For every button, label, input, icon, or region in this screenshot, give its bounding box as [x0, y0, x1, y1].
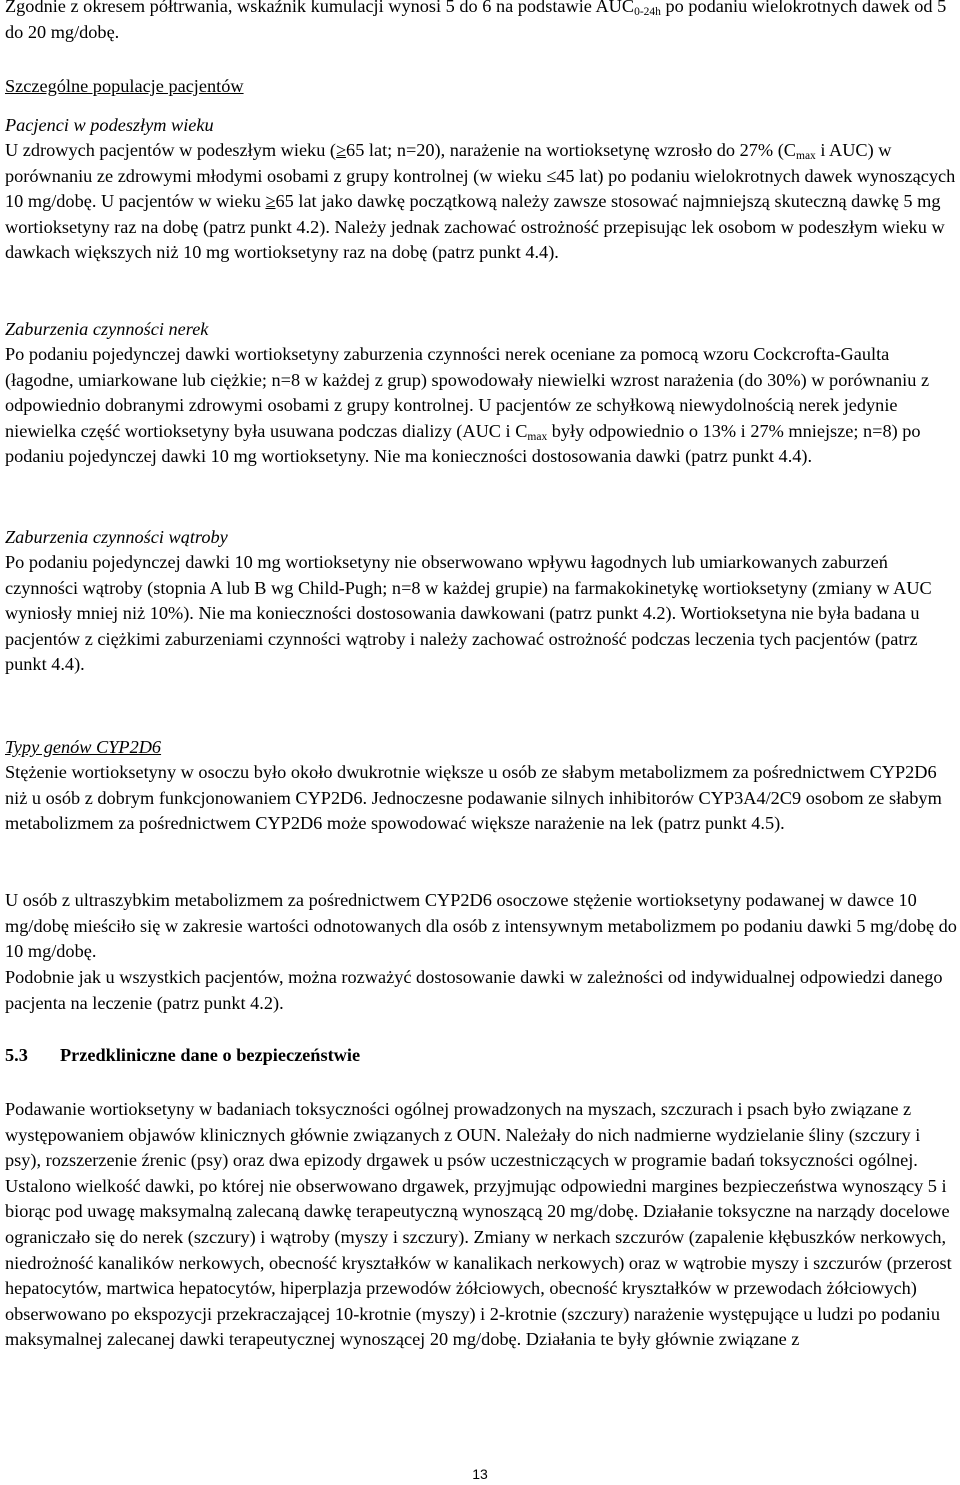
renal-paragraph: [5, 342, 960, 470]
elderly-text: 45 lat) po podaniu wielokrotnych dawek wynoszących 10 mg/dobę. U pacjentów w wieku: [5, 165, 956, 212]
cyp2d6-paragraph-2: U osób z ultraszybkim metabolizmem za pośrednictwem CYP2D6 osoczowe stężenie wortioksetyny podawanej w dawce 10 mg/dobę mieściło się w zakresie wartości odnotowanych dla osób z intensywnym metabolizmem po podaniu dawki 5 mg/dobę do 10 mg/dobę.: [5, 890, 957, 962]
cyp2d6-heading: Typy genów CYP2D6: [5, 737, 162, 757]
cyp2d6-paragraph-3: Podobnie jak u wszystkich pacjentów, można rozważyć dostosowanie dawki w zależności od indywidualnej odpowiedzi danego pacjenta na leczenie (patrz punkt 4.2).: [5, 967, 943, 1013]
section-5-3-heading: [5, 1043, 960, 1069]
gte-symbol: ≥: [265, 191, 276, 212]
intro-text-end: po podaniu wielokrotnych dawek od 5 do 20 mg/dobę.: [5, 0, 947, 42]
elderly-text: 65 lat jako dawkę początkową należy zawsze stosować najmniejszą skuteczną dawkę 5 mg wortioksetyny raz na dobę (patrz punkt 4.2). Należy jednak zachować ostrożność przepisując lek osobom w podeszłym wieku w dawkach większych niż 10 mg wortioksetyny raz na dobę (patrz punkt 4.4).: [5, 191, 945, 263]
section-number: 5.3: [5, 1045, 28, 1065]
gte-symbol: ≥: [336, 140, 347, 160]
page-number: 13: [472, 1466, 488, 1482]
intro-text: Zgodnie z okresem półtrwania, wskaźnik kumulacji wynosi 5 do 6 na podstawie AUC: [5, 0, 635, 16]
elderly-heading: Pacjenci w podeszłym wieku: [5, 115, 214, 135]
renal-text-end: były odpowiednio o 13% i 27% mniejsze; n=8) po podaniu pojedynczej dawki 10 mg wortioksetyny. Nie ma konieczności dostosowania dawki (patrz punkt 4.4).: [5, 420, 921, 467]
intro-paragraph: [5, 0, 960, 45]
elderly-text: U zdrowych pacjentów w podeszłym wieku (: [5, 140, 336, 160]
section-5-3-paragraph: Podawanie wortioksetyny w badaniach toksyczności ogólnej prowadzonych na myszach, szczurach i psach było związane z występowaniem objawów klinicznych głównie związanych z OUN. Należały do nich nadmierne wydzielanie śliny (szczury i psy), rozszerzenie źrenic (psy) oraz dwa epizody drgawek u psów uczestniczących w programie badań toksyczności ogólnej. Ustalono wielkość dawki, po której nie obserwowano drgawek, przyjmując odpowiedni margines bezpieczeństwa wynoszący 5 i biorąc pod uwagę maksymalną zalecaną dawkę terapeutyczną wynoszącą 20 mg/dobę. Działanie toksyczne na narządy docelowe ograniczało się do nerek (szczury) i wątroby (myszy i szczury). Zmiany w nerkach szczurów (zapalenie kłębuszków nerkowych, niedrożność kanalików nerkowych, obecność kryształków w kanalikach nerkowych) oraz w wątrobie myszy i szczurów (przerost hepatocytów, martwica hepatocytów, hiperplazja przewodów żółciowych, obecność kryształków w przewodach żółciowych) obserwowano po ekspozycji przekraczającej 10-krotnie (myszy) i 2-krotnie (szczury) narażenie występujące u ludzi po podaniu maksymalnej zalecanej dawki terapeutycznej wynoszącej 20 mg/dobę. Działania te były głównie związane z: [5, 1099, 952, 1350]
elderly-text: 65 lat; n=20), narażenie na wortioksetynę wzrosło do 27% (C: [346, 140, 796, 160]
cmax-subscript: max: [796, 150, 816, 162]
auc-subscript: 0-24h: [634, 6, 661, 18]
section-title: Przedkliniczne dane o bezpieczeństwie: [60, 1045, 361, 1065]
renal-text: Po podaniu pojedynczej dawki wortioksetyny zaburzenia czynności nerek oceniane za pomocą wzoru Cockcrofta-Gaulta (łagodne, umiarkowane lub ciężkie; n=8 w każdej z grup) spowodowały niewielki wzrost narażenia (do 30%) w porównaniu z odpowiednio dobranymi zdrowymi osobami z grupy kontrolnej. U pacjentów ze schyłkową niewydolnością nerek jedynie niewielka część wortioksetyny była usuwana podczas dializy (AUC i C: [5, 344, 930, 441]
cyp2d6-paragraph-1: Stężenie wortioksetyny w osoczu było około dwukrotnie większe u osób ze słabym metabolizmem za pośrednictwem CYP2D6 niż u osób z dobrym funkcjonowaniem CYP2D6. Jednoczesne podawanie silnych inhibitorów CYP3A4/2C9 osobom ze słabym metabolizmem za pośrednictwem CYP2D6 może spowodować większe narażenie na lek (patrz punkt 4.5).: [5, 762, 942, 834]
hepatic-paragraph: Po podaniu pojedynczej dawki 10 mg wortioksetyny nie obserwowano wpływu łagodnych lub umiarkowanych zaburzeń czynności wątroby (stopnia A lub B wg Child-Pugh; n=8 w każdej grupie) na farmakokinetykę wortioksetyny (zmiany w AUC wyniosły mniej niż 10%). Nie ma konieczności dostosowania dawkowani (patrz punkt 4.2). Wortioksetyna nie była badana u pacjentów z ciężkimi zaburzeniami czynności wątroby i należy zachować ostrożność podczas leczenia tych pacjentów (patrz punkt 4.4).: [5, 552, 932, 675]
renal-heading: Zaburzenia czynności nerek: [5, 319, 209, 339]
special-populations-heading: Szczególne populacje pacjentów: [5, 76, 244, 96]
elderly-text: i AUC) w porównaniu ze zdrowymi młodymi osobami z grupy kontrolnej (w wieku: [5, 140, 892, 186]
cmax-subscript: max: [527, 430, 548, 443]
lte-symbol: ≤: [546, 165, 557, 186]
hepatic-heading: Zaburzenia czynności wątroby: [5, 527, 228, 547]
elderly-paragraph: [5, 138, 960, 266]
